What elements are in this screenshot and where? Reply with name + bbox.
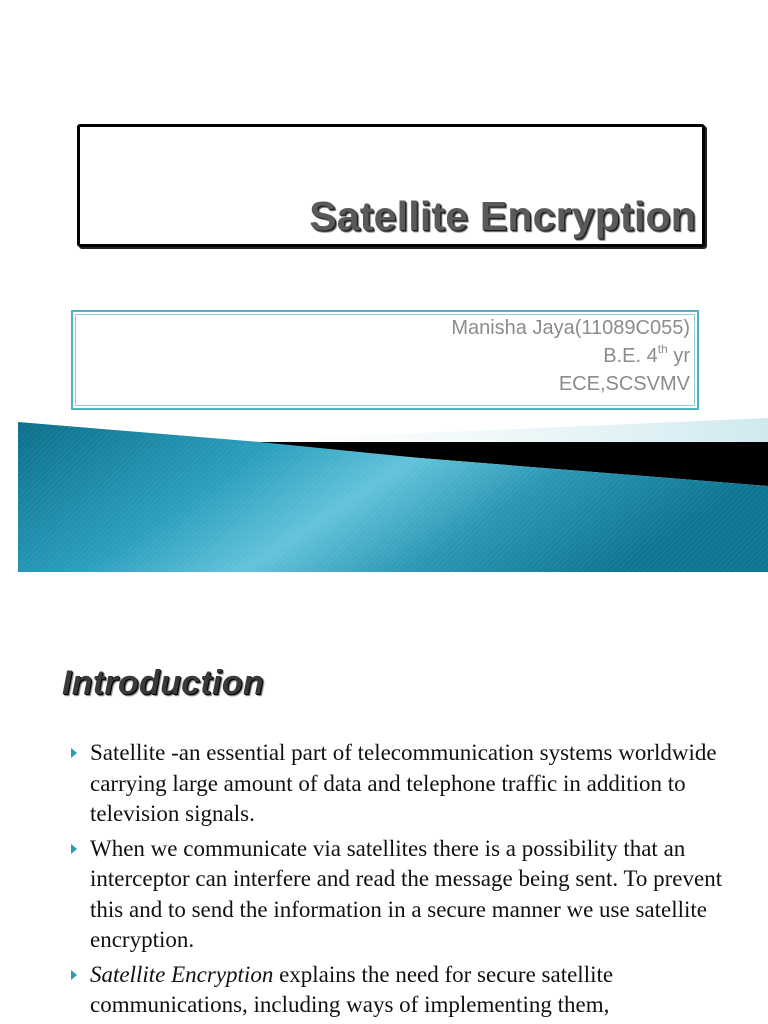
triangle-bullet-icon bbox=[71, 748, 77, 758]
list-item bbox=[68, 738, 748, 830]
triangle-bullet-icon bbox=[71, 970, 77, 980]
degree-suffix: yr bbox=[667, 345, 690, 367]
triangle-bullet-icon bbox=[71, 844, 77, 854]
decorative-swoosh bbox=[0, 418, 768, 578]
title-frame bbox=[77, 124, 705, 247]
department-line: ECE,SCSVMV bbox=[558, 373, 690, 395]
degree-superscript: th bbox=[657, 342, 668, 357]
bullet-lead-text: Satellite Encryption bbox=[90, 961, 274, 987]
degree-line bbox=[451, 342, 690, 370]
list-item bbox=[68, 960, 748, 1021]
bullet-text: Satellite -an essential part of telecommunication systems worldwide carrying large amount of data and telephone traffic in addition to television signals. bbox=[90, 740, 717, 826]
author-name: Manisha Jaya(11089C055) bbox=[451, 317, 690, 339]
subtitle-block bbox=[451, 314, 690, 398]
slide-title: Satellite Encryption bbox=[309, 193, 696, 239]
bullet-list bbox=[68, 738, 748, 1024]
pale-band bbox=[250, 418, 768, 442]
introduction-heading: Introduction bbox=[62, 664, 264, 702]
degree-prefix: B.E. 4 bbox=[603, 345, 658, 367]
bullet-text: explains the need for secure satellite communications, including ways of implementing them, bbox=[90, 961, 614, 1017]
subtitle-frame bbox=[71, 310, 699, 410]
introduction-slide bbox=[0, 640, 768, 1024]
list-item bbox=[68, 834, 748, 956]
bullet-text: When we communicate via satellites there is a possibility that an interceptor can interfere and read the message being sent. To prevent this and to send the information in a secure manner we use satellite encryption. bbox=[90, 835, 723, 952]
